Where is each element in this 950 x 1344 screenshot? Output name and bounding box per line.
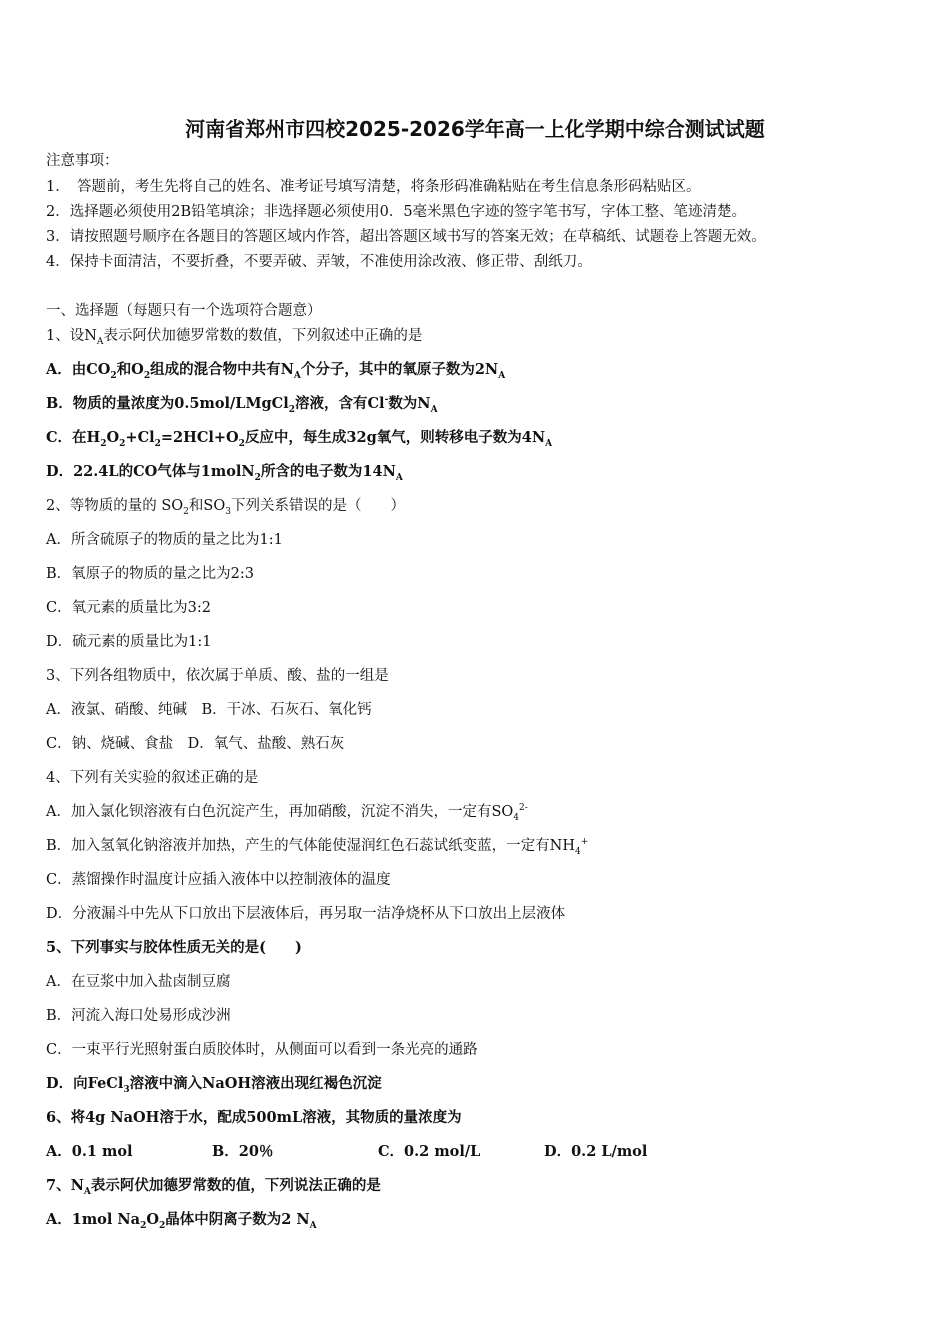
notice-item-1: 1． 答题前，考生先将自己的姓名、准考证号填写清楚，将条形码准确粘贴在考生信息条形码粘贴区。 xyxy=(46,179,701,195)
question-2-option-a: A．所含硫原子的物质的量之比为1:1 xyxy=(46,532,283,548)
question-3-stem: 3、下列各组物质中，依次属于单质、酸、盐的一组是 xyxy=(46,668,389,684)
question-1-option-c: C．在$H_2O_2+Cl_2=2HCl+O_2$反应中，每生成32g氧气，则转移电子数为$4N_A$ xyxy=(46,429,553,449)
notice-item-3: 3．请按照题号顺序在各题目的答题区域内作答，超出答题区域书写的答案无效；在草稿纸、试题卷上答题无效。 xyxy=(46,229,766,245)
question-6-option-d: D．0.2 L/mol xyxy=(544,1143,648,1160)
question-5-option-d: D．向FeCl$_3$溶液中滴入NaOH溶液出现红褐色沉淀 xyxy=(46,1075,382,1095)
notice-heading: 注意事项： xyxy=(46,153,119,169)
question-4-option-b: B．加入氢氧化钠溶液并加热，产生的气体能使湿润红色石蕊试纸变蓝，一定有$NH_4^+$ xyxy=(46,837,589,857)
document-title: 河南省郑州市四校2025-2026学年高一上化学期中综合测试试题 xyxy=(185,117,765,141)
question-2-option-d: D．硫元素的质量比为1:1 xyxy=(46,634,212,650)
section-heading: 一、选择题（每题只有一个选项符合题意） xyxy=(46,303,322,319)
notice-item-4: 4．保持卡面清洁，不要折叠，不要弄破、弄皱，不准使用涂改液、修正带、刮纸刀。 xyxy=(46,254,592,270)
question-2-stem: 2、等物质的量的 $SO_2$和$SO_3$下列关系错误的是（ ） xyxy=(46,498,405,517)
question-5-stem: 5、下列事实与胶体性质无关的是( ) xyxy=(46,939,302,956)
question-5-option-a: A．在豆浆中加入盐卤制豆腐 xyxy=(46,974,231,990)
question-7-stem: 7、$N_A$表示阿伏加德罗常数的值，下列说法正确的是 xyxy=(46,1177,381,1197)
question-2-option-c: C．氧元素的质量比为3:2 xyxy=(46,600,211,616)
question-1-option-b: B．物质的量浓度为0.5mol/LMgCl$_2$溶液，含有Cl-数为$N_A$ xyxy=(46,395,438,415)
question-4-option-c: C．蒸馏操作时温度计应插入液体中以控制液体的温度 xyxy=(46,872,391,888)
question-4-option-a: A．加入氯化钡溶液有白色沉淀产生，再加硝酸，沉淀不消失，一定有$SO_4^{2-}$ xyxy=(46,803,528,823)
question-5-option-b: B．河流入海口处易形成沙洲 xyxy=(46,1008,231,1024)
question-1-option-a: A．由$CO_2$和$O_2$组成的混合物中共有$N_A$个分子，其中的氧原子数为$2N_A$ xyxy=(46,361,506,381)
question-6-option-a: A．0.1 mol xyxy=(46,1143,133,1160)
question-3-options-cd: C．钠、烧碱、食盐 D．氧气、盐酸、熟石灰 xyxy=(46,736,345,752)
question-3-options-ab: A．液氯、硝酸、纯碱 B．干冰、石灰石、氧化钙 xyxy=(46,702,372,718)
question-6-option-c: C．0.2 mol/L xyxy=(378,1143,481,1160)
question-5-option-c: C．一束平行光照射蛋白质胶体时，从侧面可以看到一条光亮的通路 xyxy=(46,1042,478,1058)
question-6-options xyxy=(46,1142,647,1162)
question-6-stem: 6、将4g NaOH溶于水，配成500mL溶液，其物质的量浓度为 xyxy=(46,1109,462,1126)
question-1-option-d: D．22.4L的CO气体与1molN$_2$所含的电子数为$14N_A$ xyxy=(46,463,403,483)
question-6-option-b: B．20％ xyxy=(212,1143,274,1160)
question-2-option-b: B．氧原子的物质的量之比为2:3 xyxy=(46,566,254,582)
question-7-option-a: A．1mol $Na_2O_2$晶体中阴离子数为2 $N_A$ xyxy=(46,1211,317,1231)
notice-item-2: 2．选择题必须使用2B铅笔填涂；非选择题必须使用0．5毫米黑色字迹的签字笔书写，字体工整、笔迹清楚。 xyxy=(46,204,747,220)
question-4-stem: 4、下列有关实验的叙述正确的是 xyxy=(46,770,259,786)
question-4-option-d: D．分液漏斗中先从下口放出下层液体后，再另取一洁净烧杯从下口放出上层液体 xyxy=(46,906,566,922)
question-1-stem: 1、设$N_A$表示阿伏加德罗常数的数值，下列叙述中正确的是 xyxy=(46,328,423,347)
